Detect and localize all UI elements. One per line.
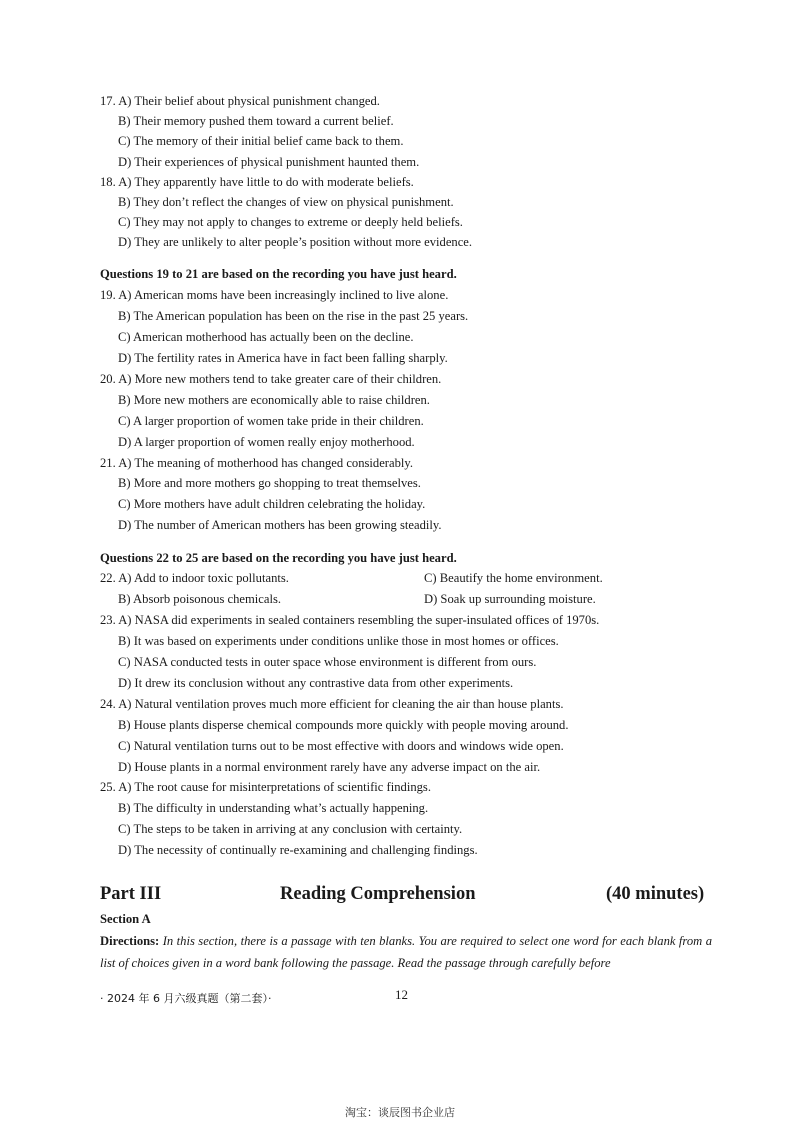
option-b: B) House plants disperse chemical compounds more quickly with people moving around.: [118, 718, 569, 732]
page-number: 12: [395, 987, 408, 1002]
option-d: D) Soak up surrounding moisture.: [424, 592, 596, 606]
option-a: The meaning of motherhood has changed considerably.: [134, 456, 414, 470]
option-c: C) American motherhood has actually been on the decline.: [118, 330, 414, 344]
option-c: C) Natural ventilation turns out to be most effective with doors and windows wide open.: [118, 739, 564, 753]
option-c: C) The memory of their initial belief came back to them.: [118, 134, 404, 148]
question-24: [100, 698, 564, 711]
option-b: B) They don’t reflect the changes of view on physical punishment.: [118, 195, 454, 209]
option-a: The root cause for misinterpretations of scientific findings.: [134, 780, 431, 794]
question-number: 21. A): [100, 456, 132, 470]
question-21: [100, 457, 413, 470]
section-label: Section A: [100, 912, 151, 926]
option-b: B) The American population has been on the rise in the past 25 years.: [118, 309, 469, 323]
question-number: 19. A): [100, 288, 132, 302]
question-number: 22. A): [100, 571, 132, 585]
option-a: NASA did experiments in sealed containers resembling the super-insulated offices of 1970s.: [134, 613, 600, 627]
question-19: [100, 289, 448, 302]
footer-source: · 2024 年 6 月六级真题（第二套）·: [100, 992, 272, 1005]
option-b: B) It was based on experiments under conditions unlike those in most homes or offices.: [118, 634, 559, 648]
directions: [100, 930, 712, 974]
section-heading-19-21: Questions 19 to 21 are based on the recording you have just heard.: [100, 267, 457, 281]
option-d: D) The number of American mothers has been growing steadily.: [118, 518, 442, 532]
option-c: C) A larger proportion of women take pride in their children.: [118, 414, 424, 428]
option-b: B) More and more mothers go shopping to treat themselves.: [118, 476, 421, 490]
option-c: C) More mothers have adult children celebrating the holiday.: [118, 497, 426, 511]
option-a: They apparently have little to do with moderate beliefs.: [134, 175, 414, 189]
option-d: D) The necessity of continually re-examining and challenging findings.: [118, 843, 478, 857]
option-d: D) Their experiences of physical punishment haunted them.: [118, 155, 420, 169]
question-number: 17. A): [100, 94, 132, 108]
question-23: [100, 614, 599, 627]
option-a: Add to indoor toxic pollutants.: [133, 571, 289, 585]
question-17: [100, 95, 380, 108]
question-number: 18. A): [100, 175, 132, 189]
directions-label: Directions:: [100, 934, 160, 948]
option-c: C) They may not apply to changes to extreme or deeply held beliefs.: [118, 215, 463, 229]
option-b: B) Absorb poisonous chemicals.: [118, 592, 282, 606]
option-b: B) The difficulty in understanding what’s actually happening.: [118, 801, 429, 815]
question-22: [100, 572, 289, 585]
option-d: D) House plants in a normal environment rarely have any adverse impact on the air.: [118, 760, 541, 774]
question-number: 25. A): [100, 780, 132, 794]
option-c: C) NASA conducted tests in outer space whose environment is different from ours.: [118, 655, 537, 669]
option-a: Natural ventilation proves much more efficient for cleaning the air than house plants.: [134, 697, 564, 711]
option-d: D) A larger proportion of women really enjoy motherhood.: [118, 435, 415, 449]
option-c: C) The steps to be taken in arriving at any conclusion with certainty.: [118, 822, 463, 836]
question-25: [100, 781, 431, 794]
option-a: More new mothers tend to take greater care of their children.: [134, 372, 442, 386]
shop-watermark: 淘宝：谈辰图书企业店: [345, 1106, 455, 1119]
option-a: American moms have been increasingly inclined to live alone.: [133, 288, 449, 302]
question-20: [100, 373, 441, 386]
option-b: B) More new mothers are economically able to raise children.: [118, 393, 430, 407]
part-title: Reading Comprehension: [280, 884, 476, 904]
part-time: (40 minutes): [606, 884, 705, 904]
part-label: Part III: [100, 884, 162, 904]
option-c: C) Beautify the home environment.: [424, 571, 603, 585]
question-number: 20. A): [100, 372, 132, 386]
directions-text: In this section, there is a passage with ten blanks. You are required to select one word for each blank from a list of choices given in a word bank following the passage. Read the passage through carefully before: [100, 934, 712, 970]
question-number: 23. A): [100, 613, 132, 627]
question-number: 24. A): [100, 697, 132, 711]
question-18: [100, 176, 414, 189]
option-b: B) Their memory pushed them toward a current belief.: [118, 114, 394, 128]
option-d: D) The fertility rates in America have in fact been falling sharply.: [118, 351, 448, 365]
option-d: D) It drew its conclusion without any contrastive data from other experiments.: [118, 676, 514, 690]
option-a: Their belief about physical punishment changed.: [134, 94, 380, 108]
section-heading-22-25: Questions 22 to 25 are based on the recording you have just heard.: [100, 551, 457, 565]
option-d: D) They are unlikely to alter people’s position without more evidence.: [118, 235, 473, 249]
